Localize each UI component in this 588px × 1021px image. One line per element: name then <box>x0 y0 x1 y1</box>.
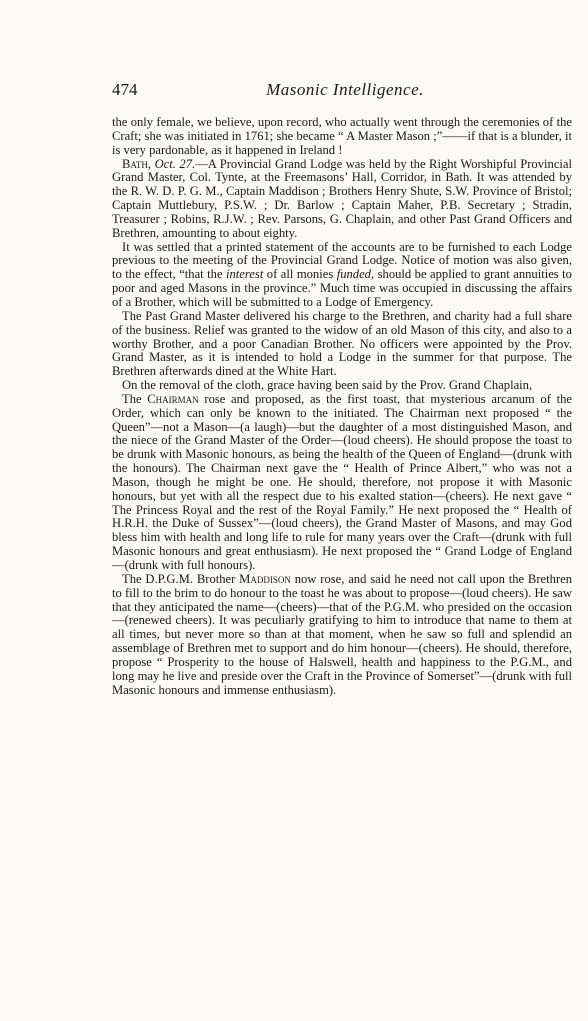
paragraph <box>112 393 572 573</box>
text-run: It was settled that a printed statement of the accounts are to be furnished to each Lodge previous to the meeting of the Provincial Grand Lodge. Notice of motion was also given, to the effect, “that the <box>112 239 572 282</box>
text-run: —A Provincial Grand Lodge was held by the Right Worshipful Provincial Grand Master, Col. Tynte, at the Freemasons’ Hall, Corridor, in Bath. It was attended by the R. W. D. P. G. M., Captain Maddison ; Brothers Henry Shute, S.W. Province of Bristol; Captain Muttlebury, P.S.W. ; Dr. Barlow ; Captain Maher, P.B. Secretary ; Stradin, Treasurer ; Robins, R.J.W. ; Rev. Parsons, G. Chaplain, and other Past Grand Officers and Brethren, amounting to about eighty. <box>112 156 572 240</box>
text-run: Oct. 27. <box>154 156 196 171</box>
text-run: the only female, we believe, upon record, who actually went through the ceremonies of the Craft; she was initiated in 1761; she became “ A Master Mason ;”——if that is a blunder, it is very pardonable, as it happened in Ireland ! <box>112 115 572 157</box>
text-run: The <box>122 391 148 406</box>
running-title: Masonic Intelligence. <box>266 80 424 99</box>
paragraph <box>112 379 572 393</box>
text-run: Maddison <box>239 571 291 586</box>
page-header <box>112 80 578 102</box>
article-body <box>112 116 572 697</box>
paragraph <box>112 158 572 241</box>
text-run: Bath, <box>122 156 155 171</box>
text-run: now rose, and said he need not call upon the Brethren to fill to the brim to do honour to the toast he was about to propose—(loud cheers). He saw that they anticipated the name—(cheers)—that of the P.G.M. who presided on the occasion—(renewed cheers). It was peculiarly gratifying to him to introduce that name to them at all times, but never more so than at that moment, when he saw so full and splendid an assemblage of Brethren met to support and do him honour—(cheers). He should, therefore, propose “ Prosperity to the house of Halswell, health and happiness to the P.G.M., and long may he live and preside over the Craft in the Province of Somerset”—(drunk with full Masonic honours and immense enthusiasm). <box>112 571 572 697</box>
text-run: of all monies <box>263 267 337 282</box>
text-run: should be applied to grant annuities to poor and aged Masons in the province.” Much time was occupied in discussing the affairs of a Brother, which will be submitted to a Lodge of Emergency. <box>112 267 572 309</box>
paragraph <box>112 310 572 379</box>
paragraph <box>112 241 572 310</box>
text-run: funded, <box>336 267 375 282</box>
text-run: rose and proposed, as the first toast, that mysterious arcanum of the Order, which can only be known to the initiated. The Chairman next proposed “ the Queen”—not a Mason—(a laugh)—but the daughter of a most distinguished Mason, and the niece of the Grand Master of the Order—(loud cheers). He should propose the toast to be drunk with Masonic honours, as being the health of the Queen of England—(drunk with the honours). The Chairman next gave the “ Health of Prince Albert,” who was not a Mason, though he might be one. He should, therefore, not propose it with Masonic honours, but yet with all the respect due to his exalted station—(cheers). He next gave “ The Princess Royal and the rest of the Royal Family.” He next proposed the “ Health of H.R.H. the Duke of Sussex”—(loud cheers), the Grand Master of Masons, and may God bless him with health and long life to rule for many years over the Craft—(drunk with full Masonic honours and great enthusiasm). He next proposed the “ Grand Lodge of England—(drunk with full honours). <box>112 391 572 572</box>
text-run: Chairman <box>147 391 199 406</box>
page-number: 474 <box>112 80 138 99</box>
text-run: interest <box>226 267 264 282</box>
text-run: On the removal of the cloth, grace having been said by the Prov. Grand Chaplain, <box>122 378 533 393</box>
text-run: The Past Grand Master delivered his charge to the Brethren, and charity had a full share of the business. Relief was granted to the widow of an old Mason of this city, and also to a worthy Brother, and a poor Canadian Brother. No officers were appointed by the Prov. Grand Master, as it is intended to hold a Lodge in the summer for that purpose. The Brethren afterwards dined at the White Hart. <box>112 308 572 379</box>
text-run: The D.P.G.M. Brother <box>122 571 240 586</box>
paragraph <box>112 116 572 158</box>
paragraph <box>112 573 572 698</box>
